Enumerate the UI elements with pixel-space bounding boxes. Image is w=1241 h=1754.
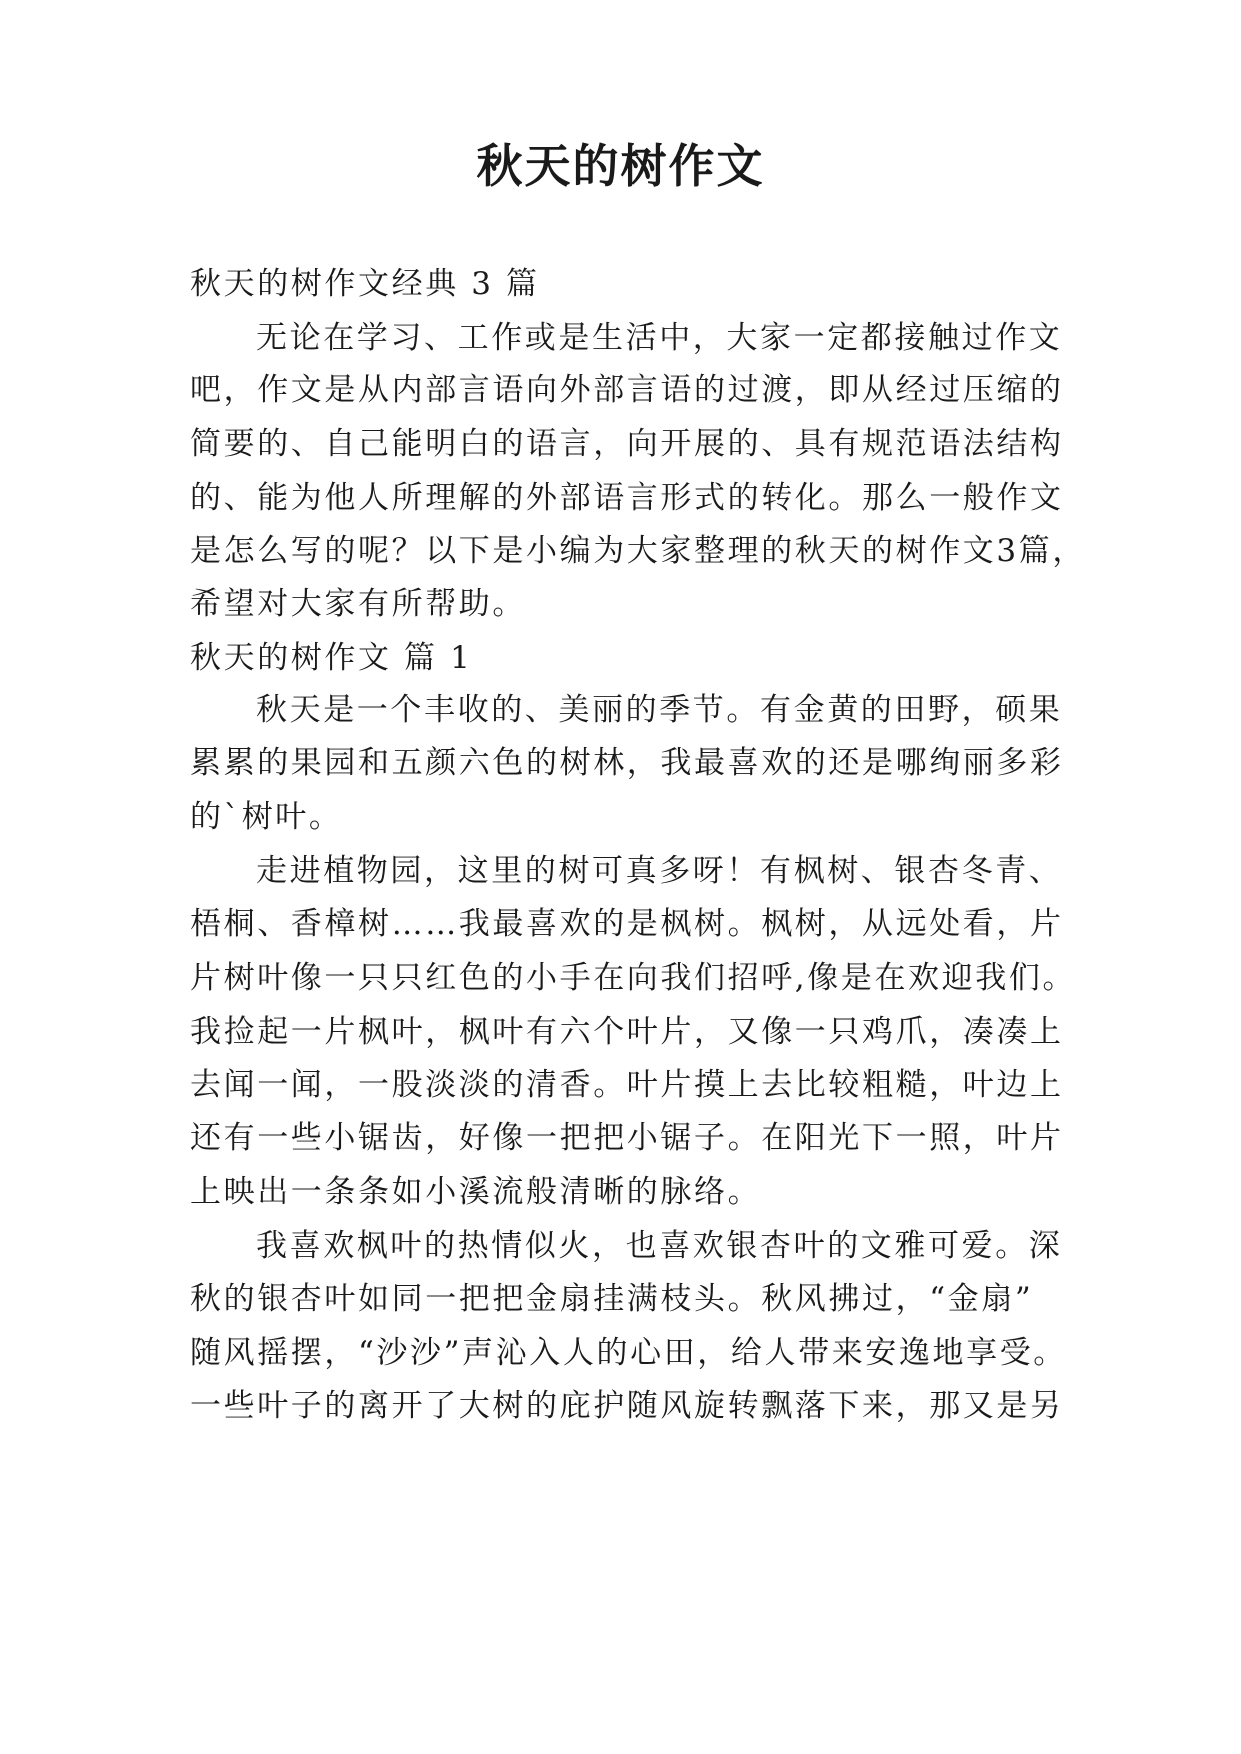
paragraph-line: 一些叶子的离开了大树的庇护随风旋转飘落下来，那又是另 — [190, 1388, 1064, 1424]
intro-line: 简要的、自己能明白的语言，向开展的、具有规范语法结构 — [190, 426, 1064, 462]
document-title: 秋天的树作文 — [476, 139, 765, 193]
paragraph-line: 我喜欢枫叶的热情似火，也喜欢银杏叶的文雅可爱。深 — [256, 1228, 1063, 1264]
paragraph-line: 片树叶像一只只红色的小手在向我们招呼,像是在欢迎我们。 — [190, 960, 1077, 996]
section-heading: 秋天的树作文 篇 1 — [190, 640, 473, 676]
paragraph-line: 秋天是一个丰收的、美丽的季节。有金黄的田野，硕果 — [256, 692, 1063, 728]
paragraph-line: 随风摇摆，“沙沙”声沁入人的心田，给人带来安逸地享受。 — [190, 1335, 1067, 1371]
intro-line: 无论在学习、工作或是生活中，大家一定都接触过作文 — [256, 320, 1063, 356]
intro-line: 是怎么写的呢？以下是小编为大家整理的秋天的树作文3篇， — [190, 533, 1086, 569]
paragraph-line: 梧桐、香樟树……我最喜欢的是枫树。枫树，从远处看，片 — [190, 906, 1064, 942]
paragraph-line: 还有一些小锯齿，好像一把把小锯子。在阳光下一照，叶片 — [190, 1120, 1064, 1156]
document-subtitle: 秋天的树作文经典 3 篇 — [190, 266, 540, 302]
paragraph-line: 上映出一条条如小溪流般清晰的脉络。 — [190, 1174, 762, 1210]
paragraph-line: 秋的银杏叶如同一把把金扇挂满枝头。秋风拂过，“金扇” — [190, 1281, 1034, 1317]
paragraph-line: 我捡起一片枫叶，枫叶有六个叶片，又像一只鸡爪，凑凑上 — [190, 1014, 1064, 1050]
intro-line: 吧，作文是从内部言语向外部言语的过渡，即从经过压缩的 — [190, 372, 1064, 408]
intro-line: 的、能为他人所理解的外部语言形式的转化。那么一般作文 — [190, 480, 1064, 516]
intro-line: 希望对大家有所帮助。 — [190, 586, 526, 622]
paragraph-line: 去闻一闻，一股淡淡的清香。叶片摸上去比较粗糙，叶边上 — [190, 1067, 1064, 1103]
paragraph-line: 累累的果园和五颜六色的树林，我最喜欢的还是哪绚丽多彩 — [190, 745, 1064, 781]
paragraph-line: 走进植物园，这里的树可真多呀！有枫树、银杏冬青、 — [256, 853, 1063, 889]
paragraph-line: 的`树叶。 — [190, 799, 343, 835]
